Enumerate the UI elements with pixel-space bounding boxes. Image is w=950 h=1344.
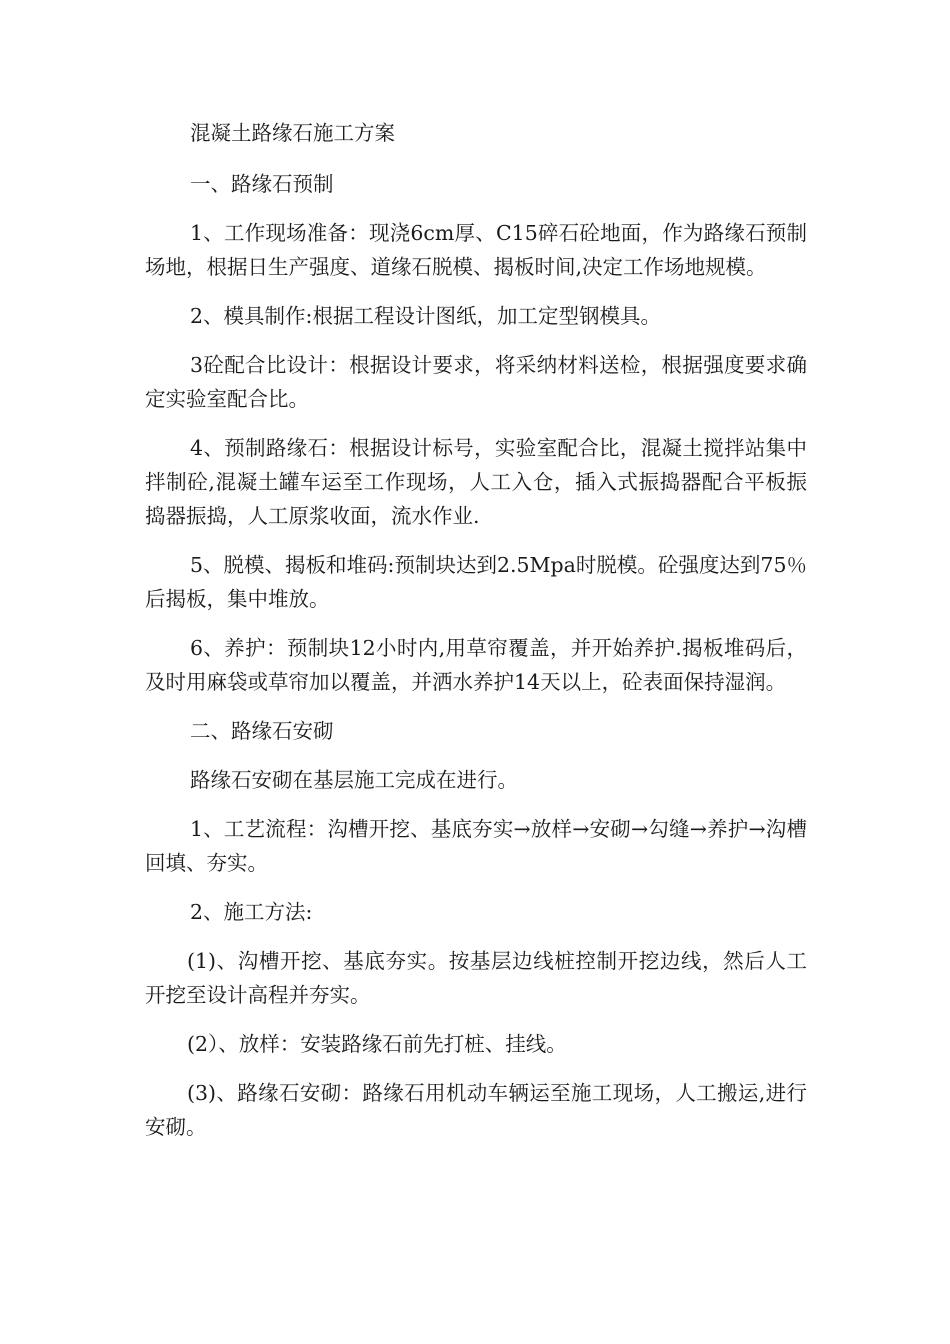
paragraph-setting-out: (2）、放样：安装路缘石前先打桩、挂线。 [187, 1032, 567, 1056]
paragraph-installation-intro: 路缘石安砌在基层施工完成在进行。 [190, 768, 518, 792]
section-heading-prefabrication: 一、路缘石预制 [190, 172, 334, 196]
paragraph-construction-method: 2、施工方法: [190, 900, 313, 924]
document-body [145, 116, 807, 1159]
paragraph-mold-making: 2、模具制作:根据工程设计图纸，加工定型钢模具。 [190, 304, 661, 328]
paragraph-prefabricate-curbs: 4、预制路缘石：根据设计标号，实验室配合比，混凝土搅拌站集中拌制砼,混凝土罐车运至工作现场，人工入仓，插入式振捣器配合平板振捣器振捣，人工原浆收面，流水作业. [145, 436, 807, 528]
paragraph-site-preparation: 1、工作现场准备：现浇6cm厚、C15碎石砼地面，作为路缘石预制场地，根据日生产强度、道缘石脱模、揭板时间,决定工作场地规模。 [145, 221, 807, 279]
paragraph-curb-installation: (3)、路缘石安砌：路缘石用机动车辆运至施工现场，人工搬运,进行安砌。 [145, 1081, 807, 1139]
paragraph-demolding-stacking: 5、脱模、揭板和堆码:预制块达到2.5Mpa时脱模。砼强度达到75％后揭板，集中堆放。 [145, 553, 807, 611]
document-title: 混凝土路缘石施工方案 [190, 121, 395, 145]
paragraph-trench-excavation: (1)、沟槽开挖、基底夯实。按基层边线桩控制开挖边线，然后人工开挖至设计高程并夯实。 [145, 949, 807, 1007]
paragraph-mix-design: 3砼配合比设计：根据设计要求，将采纳材料送检，根据强度要求确定实验室配合比。 [145, 353, 807, 411]
paragraph-process-flow: 1、工艺流程：沟槽开挖、基底夯实→放样→安砌→勾缝→养护→沟槽回填、夯实。 [145, 817, 807, 875]
section-heading-installation: 二、路缘石安砌 [190, 719, 334, 743]
paragraph-curing: 6、养护：预制块12小时内,用草帘覆盖，并开始养护.揭板堆码后，及时用麻袋或草帘加以覆盖，并洒水养护14天以上，砼表面保持湿润。 [145, 636, 807, 694]
